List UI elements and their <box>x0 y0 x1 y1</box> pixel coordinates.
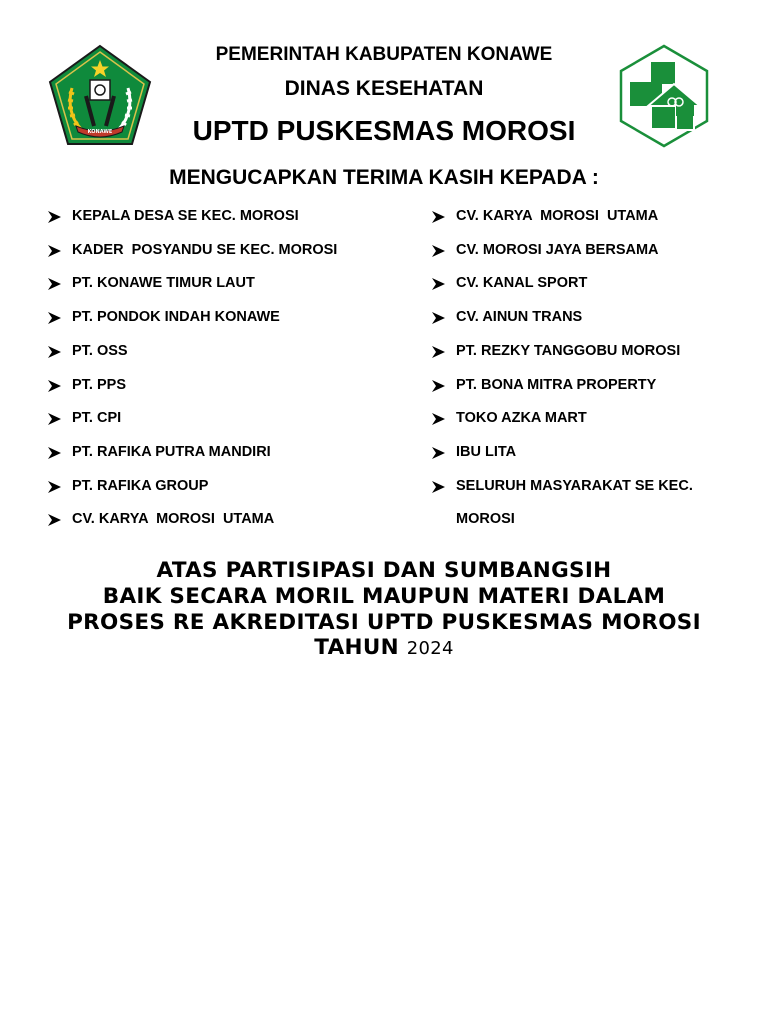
institution-name: UPTD PUSKESMAS MOROSI <box>192 115 576 146</box>
closing-statement <box>0 558 768 662</box>
list-item-label: PT. RAFIKA PUTRA MANDIRI <box>72 443 271 460</box>
list-item-label: CV. AINUN TRANS <box>456 309 583 326</box>
arrow-bullet-icon <box>48 245 61 257</box>
arrow-bullet-icon <box>48 346 61 358</box>
list-item <box>432 335 732 369</box>
arrow-bullet-icon <box>432 346 445 358</box>
department-name: DINAS KESEHATAN <box>284 77 484 100</box>
list-item-label: PT. REZKY TANGGOBU MOROSI <box>456 342 681 359</box>
list-item-label: SELURUH MASYARAKAT SE KEC. MOROSI <box>456 477 693 528</box>
left-recipient-list <box>48 200 408 537</box>
list-item <box>432 402 732 436</box>
list-item-label: PT. KONAWE TIMUR LAUT <box>72 275 255 292</box>
list-item <box>48 369 408 403</box>
list-item <box>48 470 408 504</box>
arrow-bullet-icon <box>432 211 445 223</box>
list-item-label: CV. KANAL SPORT <box>456 275 588 292</box>
arrow-bullet-icon <box>432 481 445 493</box>
list-item-label: IBU LITA <box>456 443 517 460</box>
arrow-bullet-icon <box>432 245 445 257</box>
arrow-bullet-icon <box>48 312 61 324</box>
arrow-bullet-icon <box>48 278 61 290</box>
arrow-bullet-icon <box>48 211 61 223</box>
arrow-bullet-icon <box>48 447 61 459</box>
list-item-label: PT. RAFIKA GROUP <box>72 477 209 494</box>
closing-line-4 <box>0 635 768 662</box>
list-item-label: PT. PPS <box>72 376 126 393</box>
kabupaten-konawe-emblem-icon <box>46 44 154 148</box>
emblem-ribbon-text: KONAWE <box>87 129 113 135</box>
list-item-label: PT. OSS <box>72 342 128 359</box>
closing-year-prefix: TAHUN <box>314 635 399 661</box>
list-item-label: PT. CPI <box>72 410 122 427</box>
list-item <box>432 301 732 335</box>
list-item <box>432 470 732 537</box>
arrow-bullet-icon <box>48 481 61 493</box>
list-item <box>48 503 408 537</box>
list-item-label: CV. MOROSI JAYA BERSAMA <box>456 241 659 258</box>
arrow-bullet-icon <box>432 312 445 324</box>
arrow-bullet-icon <box>48 514 61 526</box>
arrow-bullet-icon <box>432 413 445 425</box>
arrow-bullet-icon <box>48 413 61 425</box>
list-item <box>48 267 408 301</box>
list-item <box>48 234 408 268</box>
puskesmas-cross-icon <box>618 44 710 148</box>
arrow-bullet-icon <box>432 380 445 392</box>
thanks-heading: MENGUCAPKAN TERIMA KASIH KEPADA : <box>169 166 599 189</box>
government-name: PEMERINTAH KABUPATEN KONAWE <box>215 44 553 65</box>
letterhead <box>0 0 768 160</box>
list-item-label: KEPALA DESA SE KEC. MOROSI <box>72 208 299 224</box>
list-item-label: CV. KARYA MOROSI UTAMA <box>72 511 275 528</box>
closing-line-1: ATAS PARTISIPASI DAN SUMBANGSIH <box>156 558 612 583</box>
arrow-bullet-icon <box>432 278 445 290</box>
list-item <box>432 436 732 470</box>
list-item <box>48 200 408 234</box>
closing-year: 2024 <box>406 638 454 660</box>
closing-line-3: PROSES RE AKREDITASI UPTD PUSKESMAS MOROSI <box>67 609 701 635</box>
list-item <box>432 234 732 268</box>
list-item <box>432 369 732 403</box>
right-recipient-list <box>432 200 732 537</box>
list-item-label: TOKO AZKA MART <box>456 410 587 427</box>
list-item <box>432 267 732 301</box>
closing-line-2: BAIK SECARA MORIL MAUPUN MATERI DALAM <box>102 583 666 609</box>
list-item <box>48 436 408 470</box>
list-item-label: PT. BONA MITRA PROPERTY <box>456 376 657 393</box>
arrow-bullet-icon <box>432 447 445 459</box>
list-item-label: KADER POSYANDU SE KEC. MOROSI <box>72 241 338 258</box>
list-item-label: CV. KARYA MOROSI UTAMA <box>456 208 659 224</box>
list-item <box>48 402 408 436</box>
list-item-label: PT. PONDOK INDAH KONAWE <box>72 309 280 326</box>
list-item <box>48 335 408 369</box>
list-item <box>48 301 408 335</box>
arrow-bullet-icon <box>48 380 61 392</box>
list-item <box>432 200 732 234</box>
